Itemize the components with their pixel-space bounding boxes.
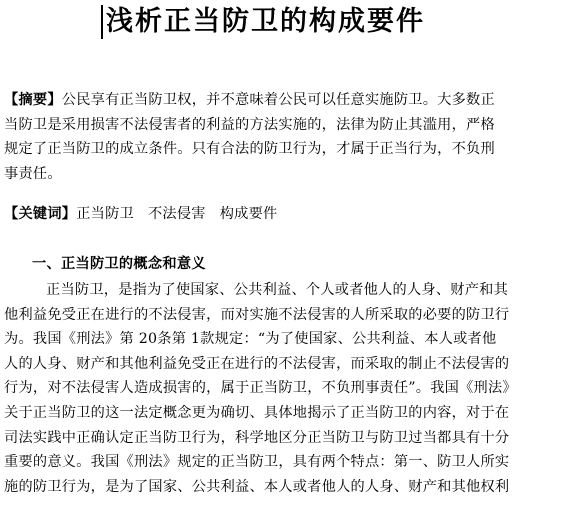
abstract-label: 【摘要】 xyxy=(4,92,62,108)
body-line-4: 人的人身、财产和其他利益免受正在进行的不法侵害，而采取的制止不法侵害的 xyxy=(4,355,510,372)
keyword-3: 构成要件 xyxy=(219,206,278,222)
section-heading[interactable]: 一、正当防卫的概念和意义 xyxy=(32,256,206,272)
abstract-text: 公民享有正当防卫权，并不意味着公民可以任意实施防卫。大多数正 xyxy=(61,92,495,108)
keyword-1: 正当防卫 xyxy=(76,206,134,222)
body-line-2: 他利益免受正在进行的不法侵害，而对实施不法侵害的人所采取的必要的防卫行 xyxy=(4,306,510,323)
body-line-3: 为。我国《刑法》第 20条第 1款规定：“为了使国家、公共利益、本人或者他 xyxy=(4,331,497,348)
title-text[interactable]: 浅析正当防卫的构成要件 xyxy=(106,6,425,37)
section-body[interactable] xyxy=(4,278,564,499)
body-line-5: 行为，对不法侵害人造成损害的，属于正当防卫，不负刑事责任”。我国《刑法》 xyxy=(4,380,517,397)
body-line-7: 司法实践中正确认定正当防卫行为，科学地区分正当防卫与防卫过当都具有十分 xyxy=(4,429,510,446)
abstract-line-1 xyxy=(4,88,564,113)
document-title xyxy=(101,3,425,41)
abstract-paragraph[interactable] xyxy=(4,88,564,186)
keywords-line xyxy=(4,202,564,227)
body-line-8: 重要的意义。我国《刑法》规定的正当防卫，具有两个特点：第一、防卫人所实 xyxy=(4,454,510,471)
abstract-line-4: 事责任。 xyxy=(4,165,62,182)
text-cursor xyxy=(101,5,103,39)
body-line-9: 施的防卫行为，是为了国家、公共利益、本人或者他人的人身、财产和其他权利 xyxy=(4,478,510,495)
abstract-line-2: 当防卫是采用损害不法侵害者的利益的方法实施的，法律为防止其滥用，严格 xyxy=(4,116,495,133)
body-line-6: 关于正当防卫的这一法定概念更为确切、具体地揭示了正当防卫的内容，对于在 xyxy=(4,404,510,421)
keyword-2: 不法侵害 xyxy=(147,206,206,222)
keywords-label: 【关键词】 xyxy=(4,206,77,222)
abstract-line-3: 规定了正当防卫的成立条件。只有合法的防卫行为，才属于正当行为，不负刑 xyxy=(4,141,495,158)
body-line-1: 正当防卫，是指为了使国家、公共利益、个人或者他人的人身、财产和其 xyxy=(46,282,509,298)
keywords-paragraph[interactable] xyxy=(4,202,564,227)
